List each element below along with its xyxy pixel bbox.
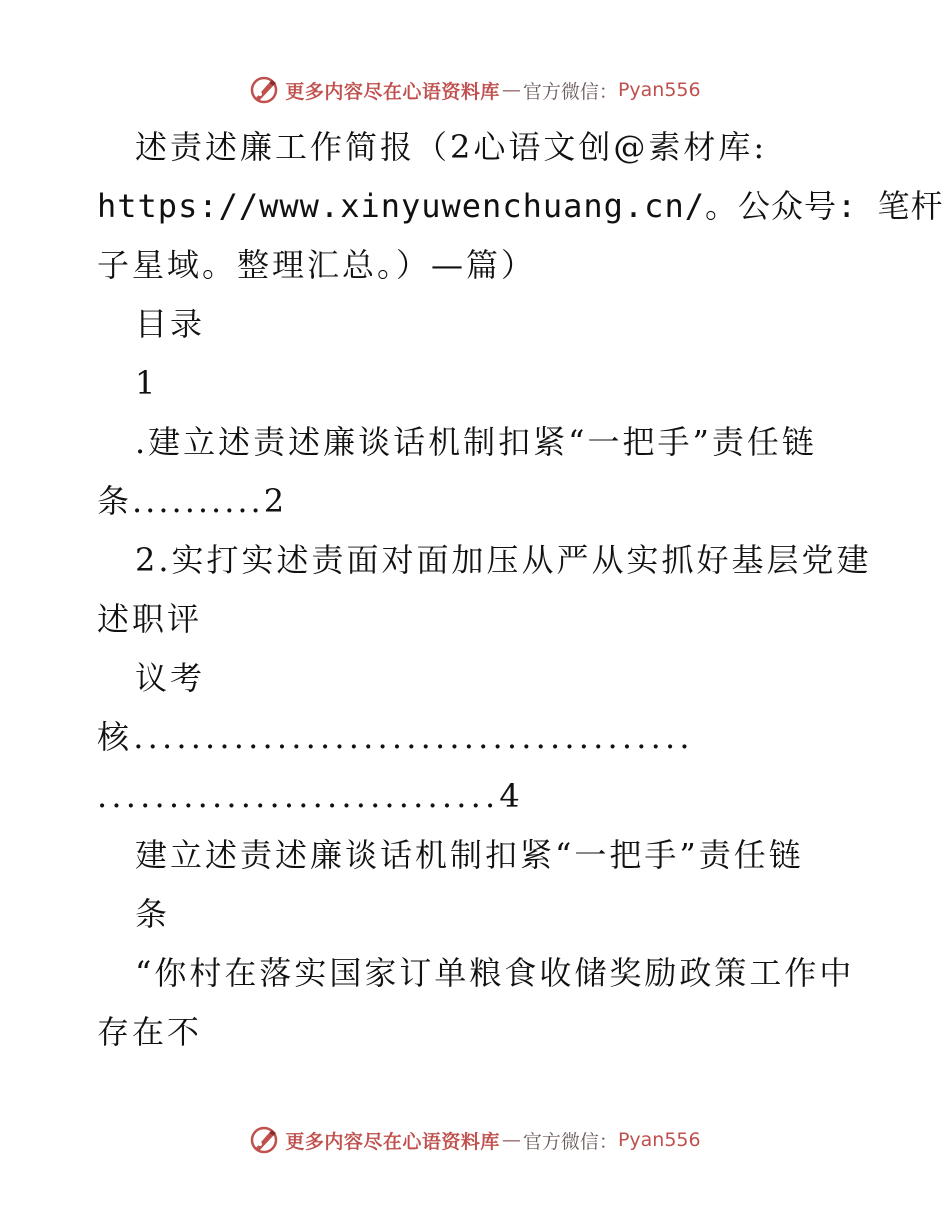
toc-number: 1 — [135, 364, 159, 402]
banner-wechat-id: Pyan556 — [617, 1129, 701, 1151]
banner-wechat-id: Pyan556 — [617, 79, 701, 101]
toc-item-2-line-5: ............................4 — [97, 777, 524, 815]
toc-item-2-line-1: 2.实打实述责面对面加压从严从实抓好基层党建 — [135, 541, 872, 579]
doc-title-line-3: 子星域。整理汇总。）—篇） — [97, 246, 537, 284]
body-paragraph-line-1: “你村在落实国家订单粮食收储奖励政策工作中 — [135, 954, 855, 992]
banner-wechat-label: 官方微信： — [522, 1130, 618, 1153]
doc-title-line-1: 述责述廉工作简报（2心语文创@素材库: — [135, 128, 768, 166]
toc-item-2-line-3: 议考 — [135, 659, 206, 697]
banner-dash: — — [501, 1129, 521, 1151]
section-heading-line-1: 建立述责述廉谈话机制扣紧“一把手”责任链 — [135, 836, 804, 874]
toc-item-1-line-1: .建立述责述廉谈话机制扣紧“一把手”责任链 — [135, 423, 817, 461]
document-body — [97, 118, 944, 1062]
toc-item-2-line-2: 述职评 — [97, 600, 203, 638]
banner-main-text: 更多内容尽在心语资料库 — [285, 80, 500, 103]
body-paragraph-line-2: 存在不 — [97, 1013, 203, 1051]
toc-item-2-line-4: 核....................................... — [97, 718, 694, 756]
pen-logo-icon — [249, 1125, 279, 1155]
banner-wechat-label: 官方微信： — [522, 80, 618, 103]
toc-item-1-line-2: 条..........2 — [97, 482, 288, 520]
footer-banner — [0, 1120, 950, 1160]
banner-main-text: 更多内容尽在心语资料库 — [285, 1130, 500, 1153]
section-heading-line-2: 条 — [135, 895, 171, 933]
toc-heading: 目录 — [135, 305, 206, 343]
pen-logo-icon — [249, 75, 279, 105]
doc-title-line-2: https://www.xinyuwenchuang.cn/。公众号: 笔杆 — [97, 187, 944, 225]
header-banner — [0, 70, 950, 110]
banner-dash: — — [501, 79, 521, 101]
